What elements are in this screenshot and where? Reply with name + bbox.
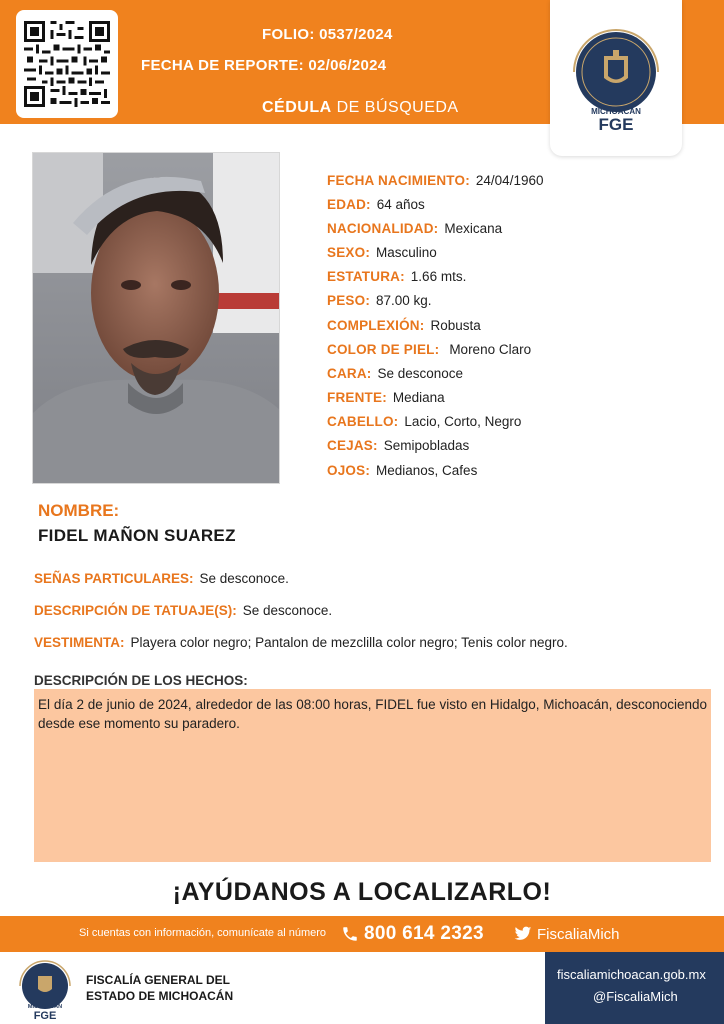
document-title-rest: DE BÚSQUEDA — [331, 99, 459, 116]
footer-logo-state: MICHOACÁN — [27, 1004, 63, 1010]
folio-number: FOLIO: 0537/2024 — [262, 26, 393, 43]
field-value: Moreno Claro — [449, 342, 532, 357]
logo-abbr: FGE — [598, 115, 634, 132]
field-label: PESO: — [327, 293, 371, 308]
field-value: Mediana — [392, 390, 445, 405]
phone-number-link[interactable]: 800 614 2323 — [364, 923, 484, 944]
name-label: NOMBRE: — [38, 501, 120, 520]
field-label: CABELLO: — [327, 414, 399, 429]
twitter-link[interactable]: FiscaliaMich — [537, 926, 620, 943]
twitter-bird-icon — [514, 926, 532, 942]
field-skin-color — [327, 342, 531, 360]
field-sex — [327, 245, 437, 263]
field-label: COLOR DE PIEL: — [327, 342, 440, 357]
field-value: Semipobladas — [383, 438, 470, 453]
clothing — [34, 635, 568, 650]
tattoo-description — [34, 603, 332, 618]
person-name: FIDEL MAÑON SUAREZ — [38, 526, 236, 545]
footer-org-line1: FISCALÍA GENERAL DEL — [86, 973, 231, 987]
field-value: Lacio, Corto, Negro — [404, 414, 522, 429]
field-label: OJOS: — [327, 463, 371, 478]
field-label: EDAD: — [327, 197, 371, 212]
footer — [0, 952, 724, 1024]
field-weight — [327, 293, 432, 311]
row-label: SEÑAS PARTICULARES: — [34, 571, 194, 586]
field-label: FECHA NACIMIENTO: — [327, 173, 470, 188]
distinguishing-marks — [34, 571, 289, 586]
field-label: ESTATURA: — [327, 269, 405, 284]
fge-footer-seal-icon — [16, 958, 74, 1020]
field-birthdate — [327, 173, 543, 191]
footer-org-line2: ESTADO DE MICHOACÁN — [86, 989, 234, 1003]
contact-band — [0, 916, 724, 952]
document-title — [262, 99, 459, 117]
row-value: Se desconoce. — [242, 603, 333, 618]
field-face — [327, 366, 463, 384]
help-heading: ¡AYÚDANOS A LOCALIZARLO! — [172, 878, 552, 906]
report-date: FECHA DE REPORTE: 02/06/2024 — [141, 57, 387, 74]
fge-seal-icon — [566, 22, 666, 132]
field-label: NACIONALIDAD: — [327, 221, 439, 236]
field-forehead — [327, 390, 445, 408]
field-value: 87.00 kg. — [376, 293, 432, 308]
field-age — [327, 197, 425, 215]
field-eyebrows — [327, 438, 469, 456]
field-label: CARA: — [327, 366, 372, 381]
field-value: Mexicana — [444, 221, 503, 236]
row-value: Playera color negro; Pantalon de mezclilla color negro; Tenis color negro. — [130, 635, 568, 650]
document-title-bold: CÉDULA — [262, 99, 332, 116]
person-photo-image — [33, 153, 280, 484]
field-height — [327, 269, 466, 287]
field-value: Medianos, Cafes — [376, 463, 478, 478]
field-value: 1.66 mts. — [410, 269, 467, 284]
field-value: 64 años — [376, 197, 425, 212]
field-nationality — [327, 221, 502, 239]
events-description: El día 2 de junio de 2024, alrededor de las 08:00 horas, FIDEL fue visto en Hidalgo, Michoacán, desconociendo desde ese momento su paradero. — [34, 689, 711, 862]
field-label: FRENTE: — [327, 390, 387, 405]
footer-contact-panel — [545, 952, 724, 1024]
events-label: DESCRIPCIÓN DE LOS HECHOS: — [34, 673, 248, 688]
field-value: Se desconoce — [377, 366, 464, 381]
field-value: Robusta — [430, 318, 481, 333]
social-handle-link[interactable]: @FiscaliaMich — [593, 989, 678, 1004]
fge-logo-card — [550, 0, 682, 156]
field-label: COMPLEXIÓN: — [327, 318, 425, 333]
logo-state: MICHOACÁN — [591, 107, 641, 116]
row-label: VESTIMENTA: — [34, 635, 125, 650]
row-label: DESCRIPCIÓN DE TATUAJE(S): — [34, 603, 237, 618]
field-build — [327, 318, 481, 336]
footer-org-name — [86, 972, 233, 1004]
contact-text: Si cuentas con información, comunícate al número — [79, 927, 327, 939]
field-label: CEJAS: — [327, 438, 378, 453]
field-eyes — [327, 463, 477, 481]
phone-icon — [341, 925, 359, 943]
row-value: Se desconoce. — [199, 571, 289, 586]
field-hair — [327, 414, 521, 432]
field-value: 24/04/1960 — [475, 173, 544, 188]
website-link[interactable]: fiscaliamichoacan.gob.mx — [557, 967, 706, 982]
field-label: SEXO: — [327, 245, 371, 260]
field-value: Masculino — [376, 245, 437, 260]
qr-code[interactable] — [16, 10, 118, 118]
qr-code-icon — [24, 20, 110, 108]
footer-logo-abbr: FGE — [33, 1010, 57, 1020]
person-photo — [32, 152, 280, 484]
